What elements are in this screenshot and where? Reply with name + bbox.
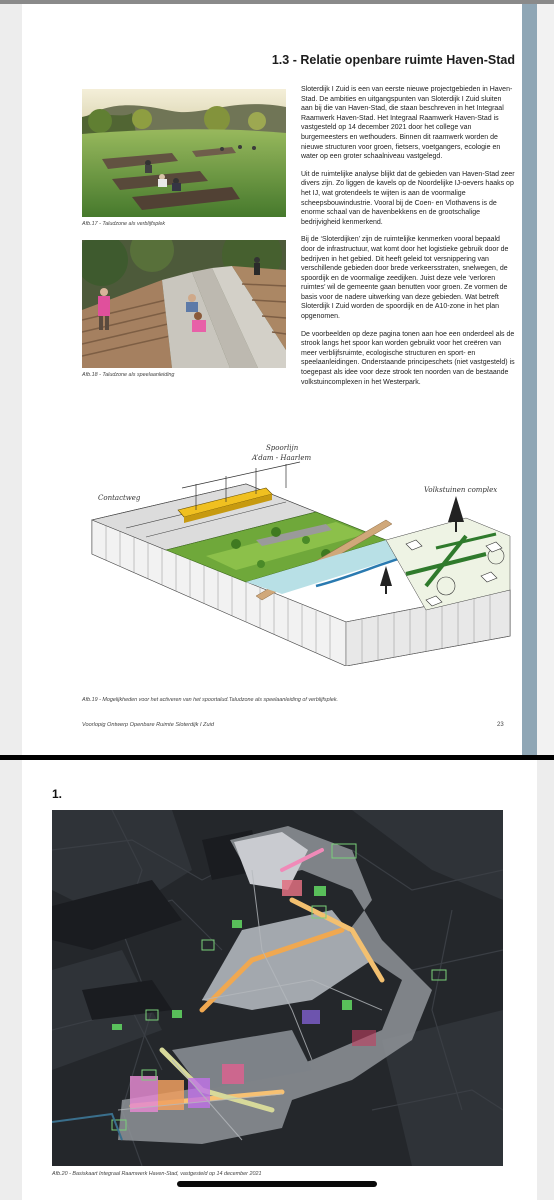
caption-afb-19: Afb.19 - Mogelijkheden voor het activeren van het spoortalud.Taludzone als speelaanleiding of verblijfsplek. (82, 697, 339, 703)
caption-afb-18: Afb.18 - Taludzone als speelaanleiding (82, 372, 175, 378)
basiskaart-map (52, 810, 503, 1166)
sketch-spoortalud (86, 436, 516, 666)
page-left-margin (0, 4, 22, 755)
paragraph: De voorbeelden op deze pagina tonen aan hoe een onderdeel als de strook langs het spoor kan worden gebruikt voor het creëren van meer verblijfsruimte, ecologische structuren en sport- en speelaanleidingen. Onderstaande principeschets (niet vastgesteld) is toegepast als idee voor deze strook ten noorden van de bestaande volkstuincomplexen in het Westerpark. (301, 330, 515, 386)
document-page-24 (0, 760, 554, 1200)
paragraph: Bij de ‘Sloterdijken’ zijn de ruimtelijke kenmerken vooral bepaald door de infrastructuur, wat komt door het logistieke gebruik door de bedrijven in het gebied. Dit heeft geleid tot versnippering van verschillende gebieden door brede verkeersstraten, snelwegen, de spoordijk en de voormalige zeedijken. Juist deze vele ‘verloren ruimtes’ wil de gemeente gaan benutten voor groen. Ze vormen de basis voor de nadere uitwerking van deze gebieden. Wat betreft Sloterdijk I Zuid worden de spoordijk en de A10-zone in het plan opgenomen. (301, 236, 509, 321)
section-title: 1.3 - Relatie openbare ruimte Haven-Stad (271, 53, 515, 67)
page-right-margin (537, 760, 554, 1200)
accent-stripe (522, 4, 537, 755)
page-footer: Voorlopig Ontwerp Openbare Ruimte Sloterdijk I Zuid (82, 722, 214, 728)
page-heading: 1. (52, 787, 63, 801)
label-spoorlijn: Spoorlijn (266, 444, 299, 452)
home-indicator[interactable] (177, 1181, 377, 1187)
page-right-margin (537, 4, 554, 755)
caption-afb-20: Afb.20 - Basiskaart Integraal Raamwerk Haven-Stad, vastgesteld op 14 december 2021 (52, 1171, 262, 1177)
label-volkstuinen: Volkstuinen complex (424, 486, 498, 494)
photo-talud-speelaanleiding (82, 240, 286, 368)
page-number: 23 (497, 722, 504, 728)
paragraph: Sloterdijk I Zuid is een van eerste nieuwe projectgebieden in Haven-Stad. De ambities en uitgangspunten van Sloterdijk I Zuid sluiten aan bij die van Haven-Stad, die staan beschreven in het Integraal Raamwerk Haven-Stad. Het Integraal Raamwerk Haven-Stad is vastgesteld op 14 december 2021 door het college van burgemeesters en wethouders. Binnen dit raamwerk worden de nieuwe structuren voor groen, fietsers, voetgangers, ecologie en water op een groter schaalniveau vastgelegd. (301, 86, 513, 161)
page-top-border (0, 0, 554, 4)
page-left-margin (0, 760, 22, 1200)
label-route: A’dam - Haarlem (252, 454, 312, 462)
label-contactweg: Contactweg (98, 494, 141, 502)
caption-afb-17: Afb.17 - Taludzone als verblijfsplek (82, 221, 166, 227)
body-text (301, 85, 515, 395)
photo-talud-verblijfsplek (82, 89, 286, 217)
paragraph: Uit de ruimtelijke analyse blijkt dat de gebieden van Haven-Stad zeer divers zijn. Zo liggen de kavels op de Noordelijke IJ-oevers haaks op het IJ, wat grotendeels te wijten is aan de voormalige scheepsbouwindustrie. Vooral bij de Coen- en Vlothavens is de enorme schaal van de havenbekkens en de grootschalige bedrijvigheid kenmerkend. (301, 170, 515, 226)
